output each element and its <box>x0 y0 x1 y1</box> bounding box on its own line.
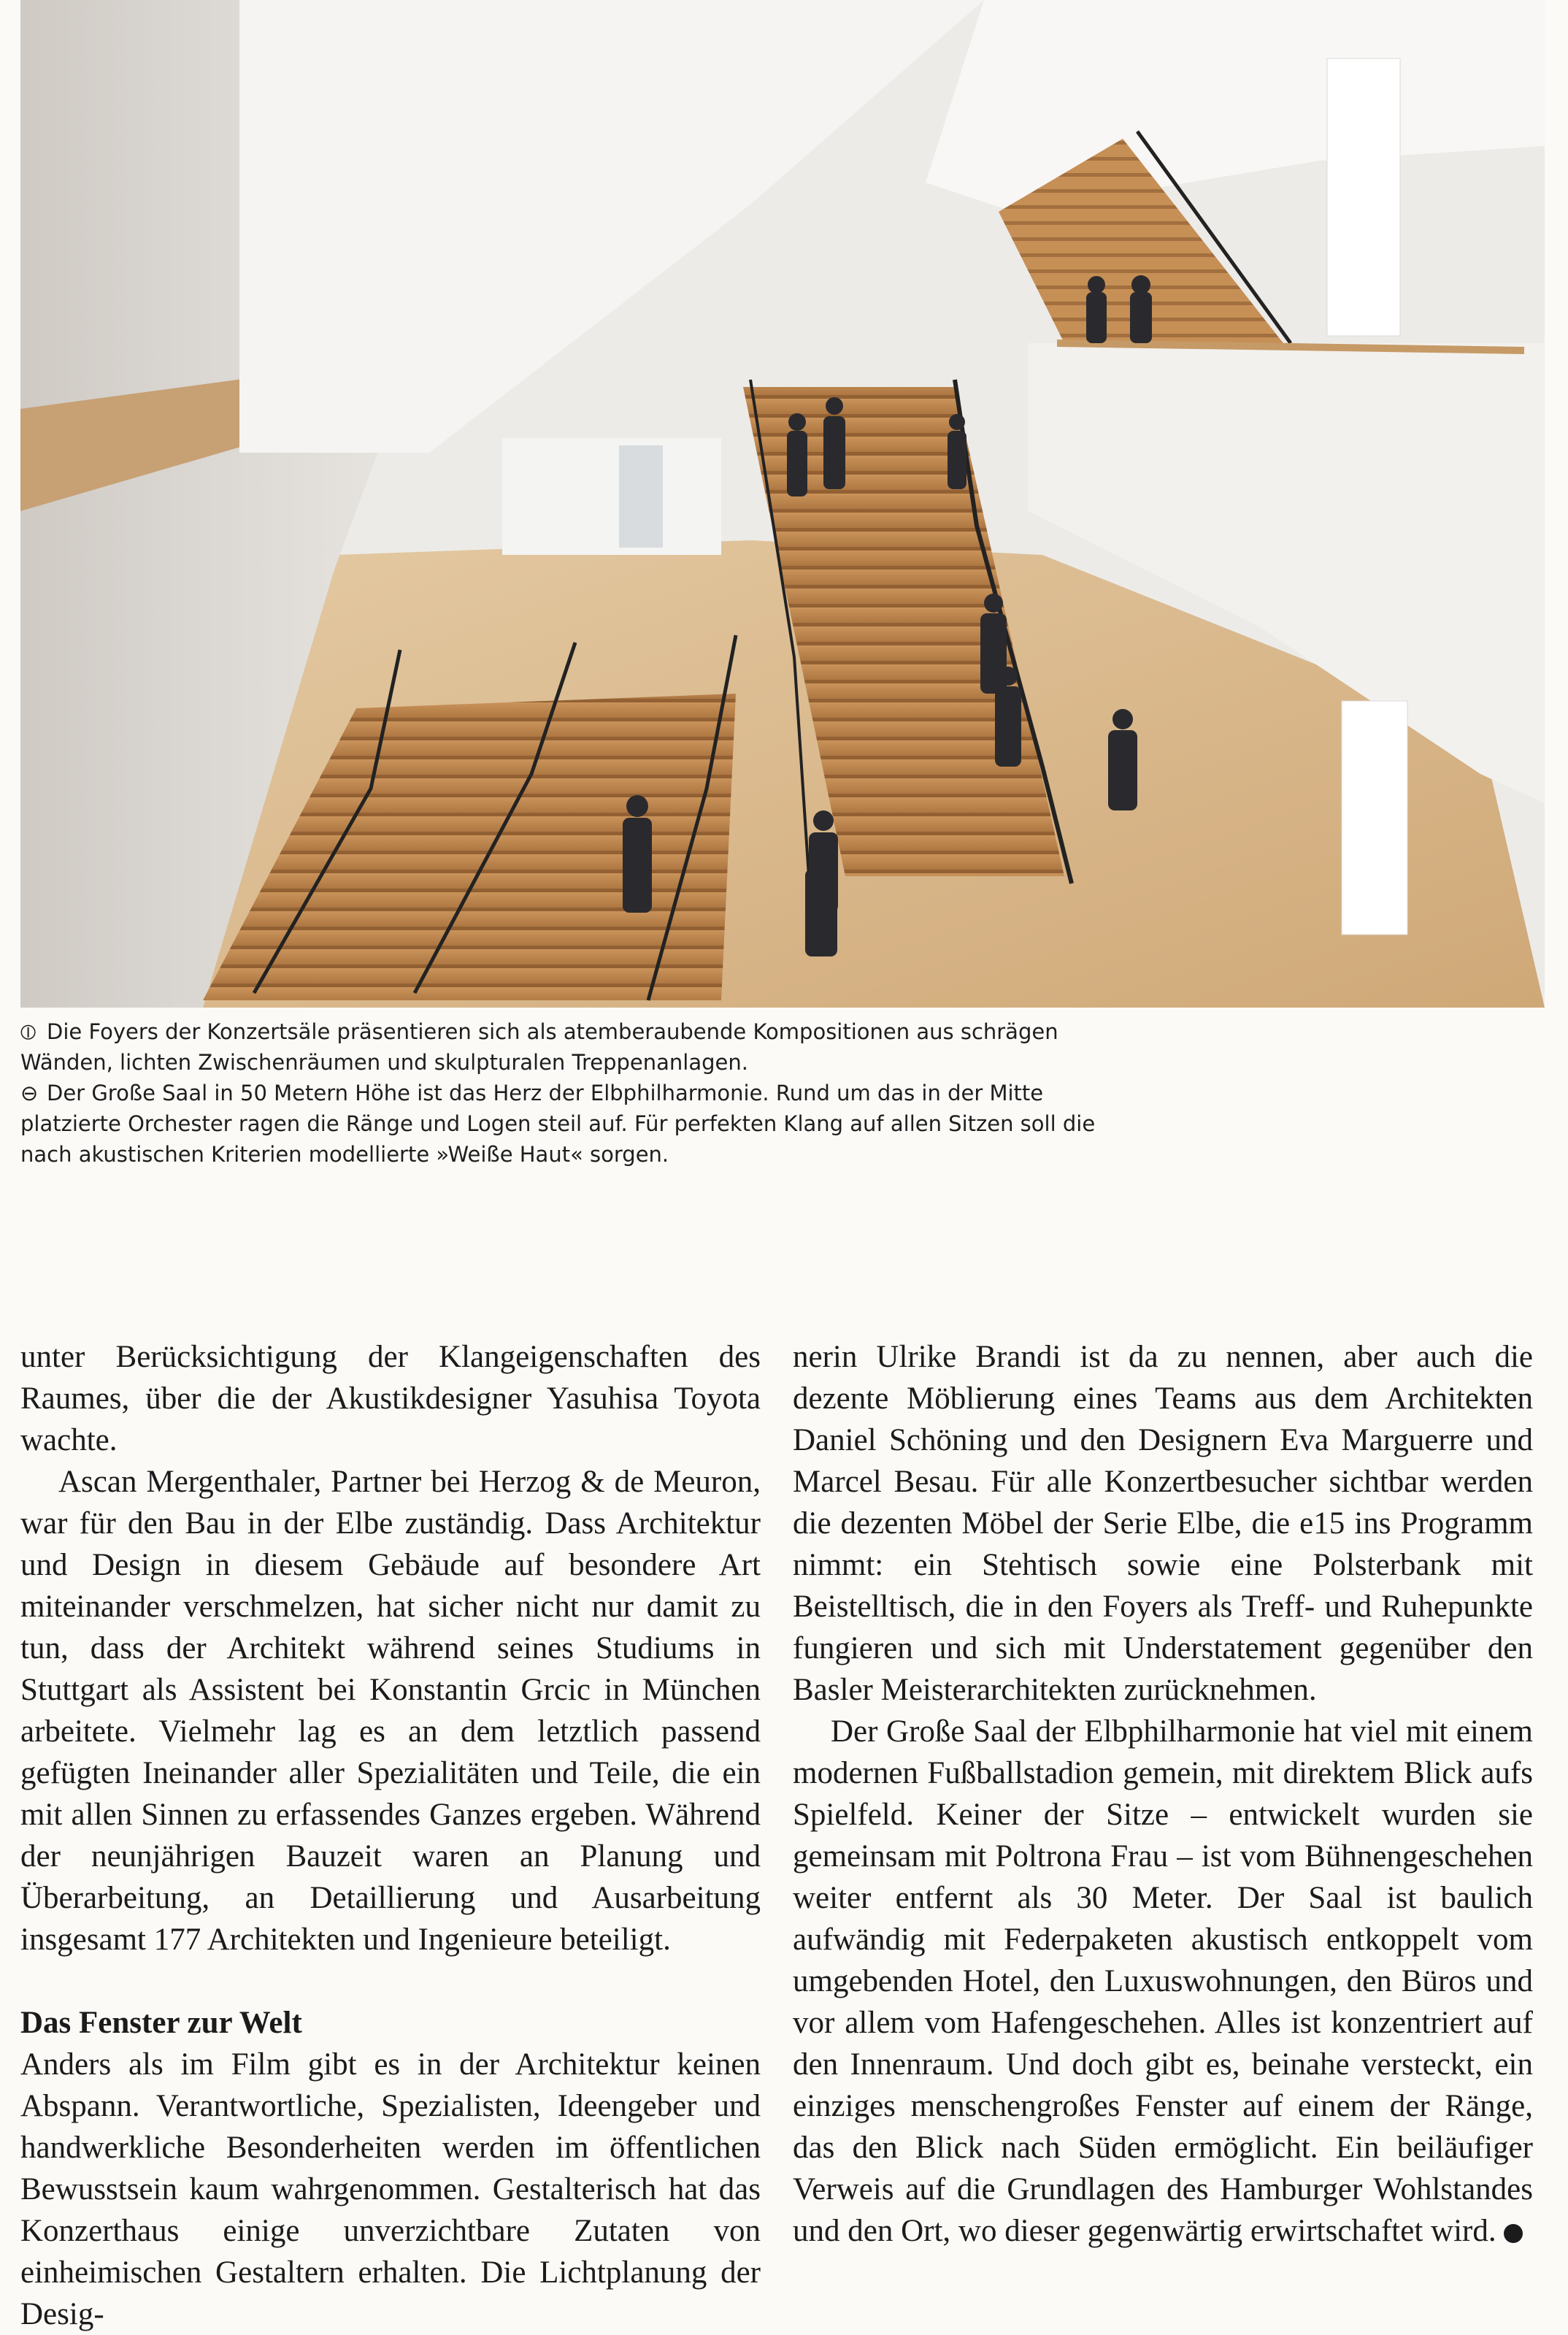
foyer-staircase-illustration <box>20 0 1545 1008</box>
right-paragraph-1: nerin Ulrike Brandi ist da zu nennen, aber auch die dezente Möblierung eines Teams aus dem Architekten Daniel Schöning und den Designern Eva Marguerre und Marcel Besau. Für alle Konzertbesucher sichtbar werden die dezenten Möbel der Serie Elbe, die e15 ins Programm nimmt: ein Stehtisch sowie eine Polsterbank mit Beistelltisch, die in den Foyers als Treff- und Ruhepunkte fungieren und sich mit Understatement gegenüber den Basler Meisterarchitekten zurücknehmen. <box>793 1340 1533 1707</box>
section-heading: Das Fenster zur Welt <box>20 2006 302 2040</box>
section-gap <box>20 1960 761 2002</box>
right-paragraph-2 <box>793 1711 1533 2252</box>
photo-captions <box>20 1016 1115 1170</box>
end-of-article-mark-icon <box>1504 2224 1523 2243</box>
left-paragraph-3: Anders als im Film gibt es in der Architektur keinen Abspann. Verantwortliche, Spezialisten, Ideengeber und handwerkliche Besonderheiten werden im öffentlichen Bewusstsein kaum wahrgenommen. Gestalterisch hat das Konzerthaus einige unverzichtbare Zutaten von einheimischen Gestaltern erhalten. Die Lichtplanung der Desig- <box>20 2047 761 2331</box>
caption-1-text: Die Foyers der Konzertsäle präsentieren sich als atemberaubende Kompositionen aus schrägen Wänden, lichten Zwischenräumen und skulpturalen Treppenanlagen. <box>20 1019 1058 1075</box>
caption-2-marker: ⊖ <box>20 1081 39 1105</box>
caption-1 <box>20 1016 1115 1078</box>
article-column-right <box>793 1336 1533 2252</box>
caption-2-text: Der Große Saal in 50 Metern Höhe ist das Herz der Elbphilharmonie. Rund um das in der Mitte platzierte Orchester ragen die Ränge und Logen steil auf. Für perfekten Klang auf allen Sitzen soll die nach akustischen Kriterien modellierte »Weiße Haut« sorgen. <box>20 1081 1096 1167</box>
left-paragraph-2: Ascan Mergenthaler, Partner bei Herzog & de Meuron, war für den Bau in der Elbe zuständig. Dass Architektur und Design in diesem Gebäude auf besondere Art miteinander verschmelzen, hat sicher nicht nur damit zu tun, dass der Architekt während seines Studiums in Stuttgart als Assistent bei Konstantin Grcic in München arbeitete. Vielmehr lag es an dem letztlich passend gefügten Ineinander aller Spezialitäten und Teile, die ein mit allen Sinnen zu erfassendes Ganzes ergeben. Während der neunjährigen Bauzeit waren an Planung und Überarbeitung, an Detaillierung und Ausarbeitung insgesamt 177 Architekten und Ingenieure beteiligt. <box>20 1465 761 1957</box>
caption-2 <box>20 1078 1115 1170</box>
caption-1-marker: ⦶ <box>20 1019 36 1044</box>
article-column-left <box>20 1336 761 2335</box>
foyer-photo <box>20 0 1545 1008</box>
left-paragraph-1: unter Berücksichtigung der Klangeigenschaften des Raumes, über die der Akustikdesigner Yasuhisa Toyota wachte. <box>20 1340 761 1457</box>
right-paragraph-2-text: Der Große Saal der Elbphilharmonie hat viel mit einem modernen Fußballstadion gemein, mit direktem Blick aufs Spielfeld. Keiner der Sitze – entwickelt wurden sie gemeinsam mit Poltrona Frau – ist vom Bühnengeschehen weiter entfernt als 30 Meter. Der Saal ist baulich aufwändig mit Federpaketen akustisch entkoppelt vom umgebenden Hotel, den Luxuswohnungen, den Büros und vor allem vom Hafengeschehen. Alles ist konzentriert auf den Innenraum. Und doch gibt es, beinahe versteckt, ein einziges menschengroßes Fenster auf einem der Ränge, das den Blick nach Süden ermöglicht. Ein beiläufiger Verweis auf die Grundlagen des Hamburger Wohlstandes und den Ort, wo dieser gegenwärtig erwirtschaftet wird. <box>793 1714 1533 2248</box>
